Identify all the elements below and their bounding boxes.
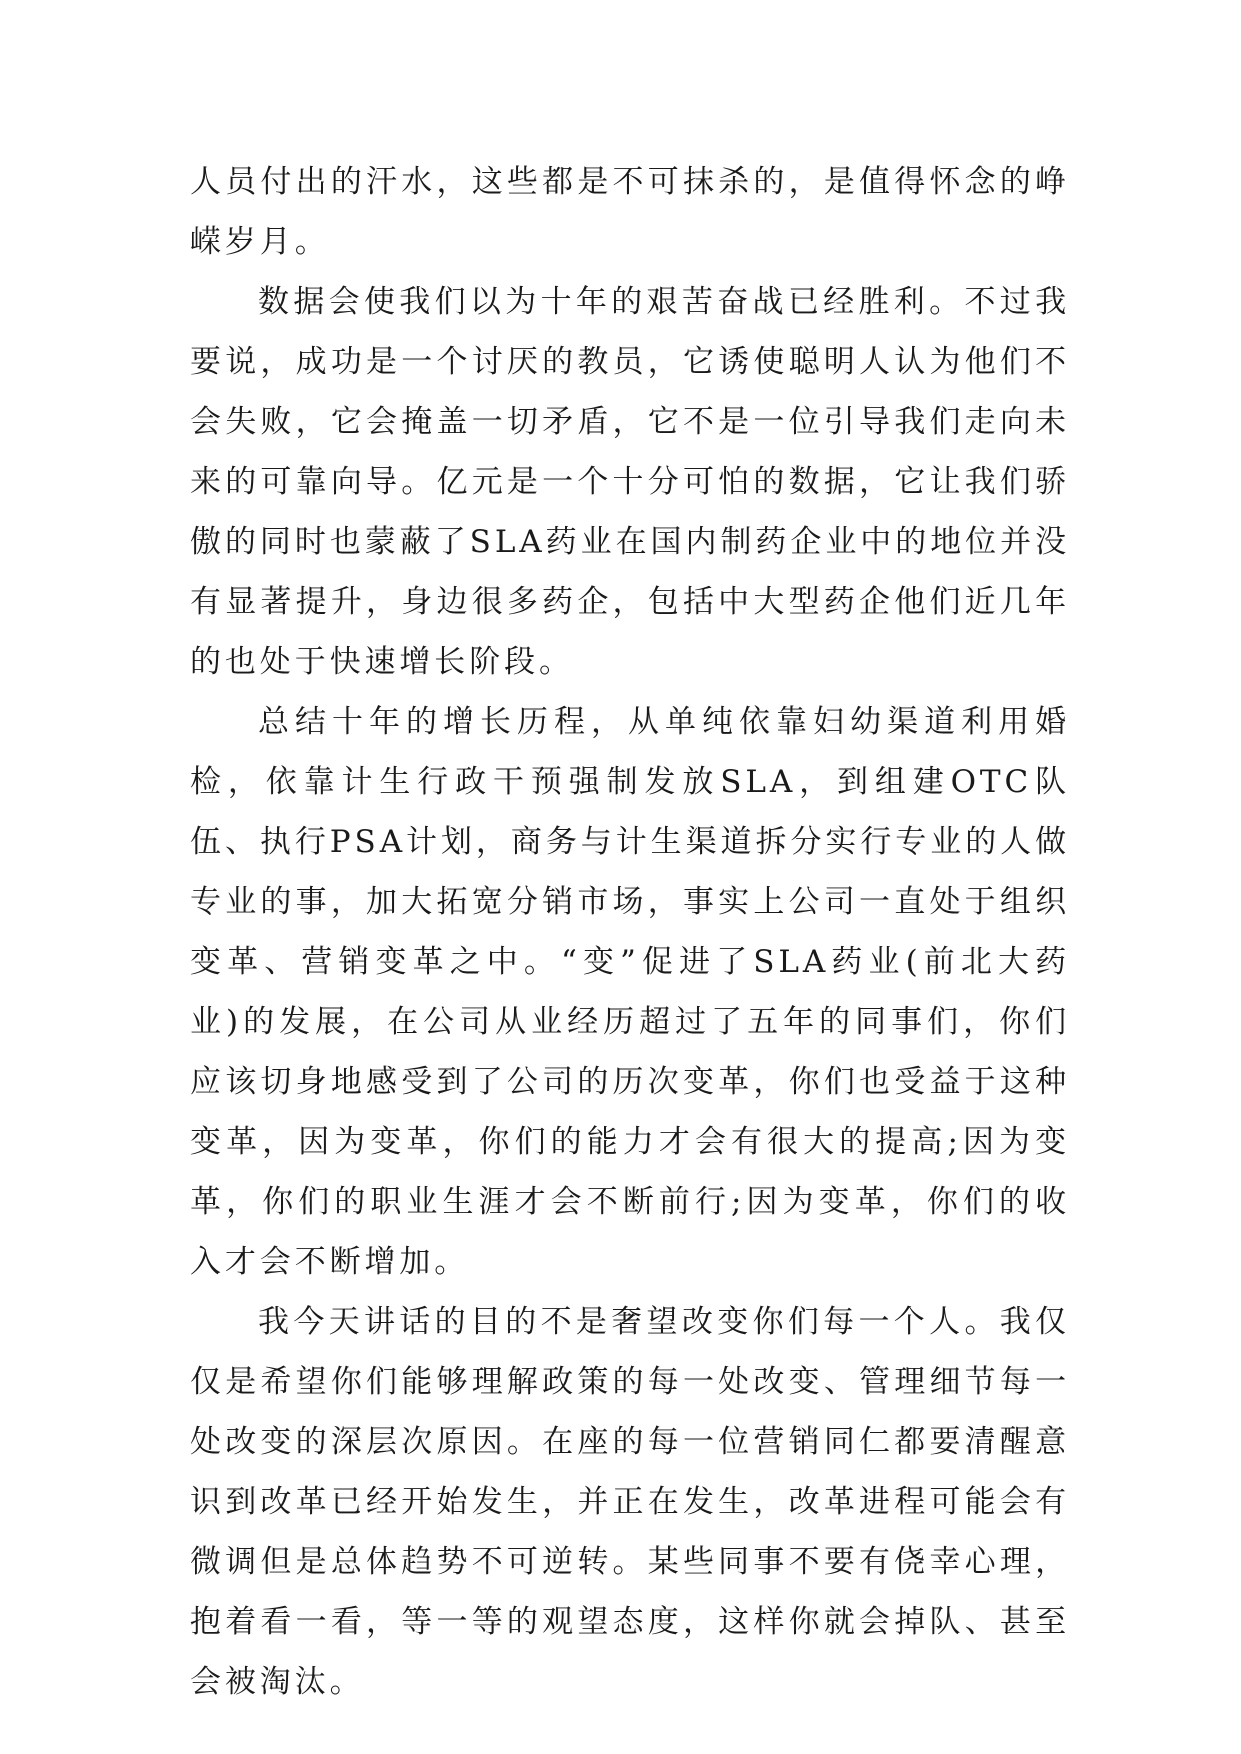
body-text [190,152,1070,1712]
paragraph-4: 我今天讲话的目的不是奢望改变你们每一个人。我仅仅是希望你们能够理解政策的每一处改变、管理细节每一处改变的深层次原因。在座的每一位营销同仁都要清醒意识到改革已经开始发生，并正在发生，改革进程可能会有微调但是总体趋势不可逆转。某些同事不要有侥幸心理，抱着看一看，等一等的观望态度，这样你就会掉队、甚至会被淘汰。 [190,1304,1070,1700]
paragraph-1: 人员付出的汗水，这些都是不可抹杀的，是值得怀念的峥嵘岁月。 [190,164,1070,260]
paragraph-3: 总结十年的增长历程，从单纯依靠妇幼渠道利用婚检，依靠计生行政干预强制发放SLA，到组建OTC队伍、执行PSA计划，商务与计生渠道拆分实行专业的人做专业的事，加大拓宽分销市场，事实上公司一直处于组织变革、营销变革之中。“变”促进了SLA药业(前北大药业)的发展，在公司从业经历超过了五年的同事们，你们应该切身地感受到了公司的历次变革，你们也受益于这种变革，因为变革，你们的能力才会有很大的提高;因为变革，你们的职业生涯才会不断前行;因为变革，你们的收入才会不断增加。 [190,704,1070,1280]
paragraph-2: 数据会使我们以为十年的艰苦奋战已经胜利。不过我要说，成功是一个讨厌的教员，它诱使聪明人认为他们不会失败，它会掩盖一切矛盾，它不是一位引导我们走向未来的可靠向导。亿元是一个十分可怕的数据，它让我们骄傲的同时也蒙蔽了SLA药业在国内制药企业中的地位并没有显著提升，身边很多药企，包括中大型药企他们近几年的也处于快速增长阶段。 [190,284,1070,680]
